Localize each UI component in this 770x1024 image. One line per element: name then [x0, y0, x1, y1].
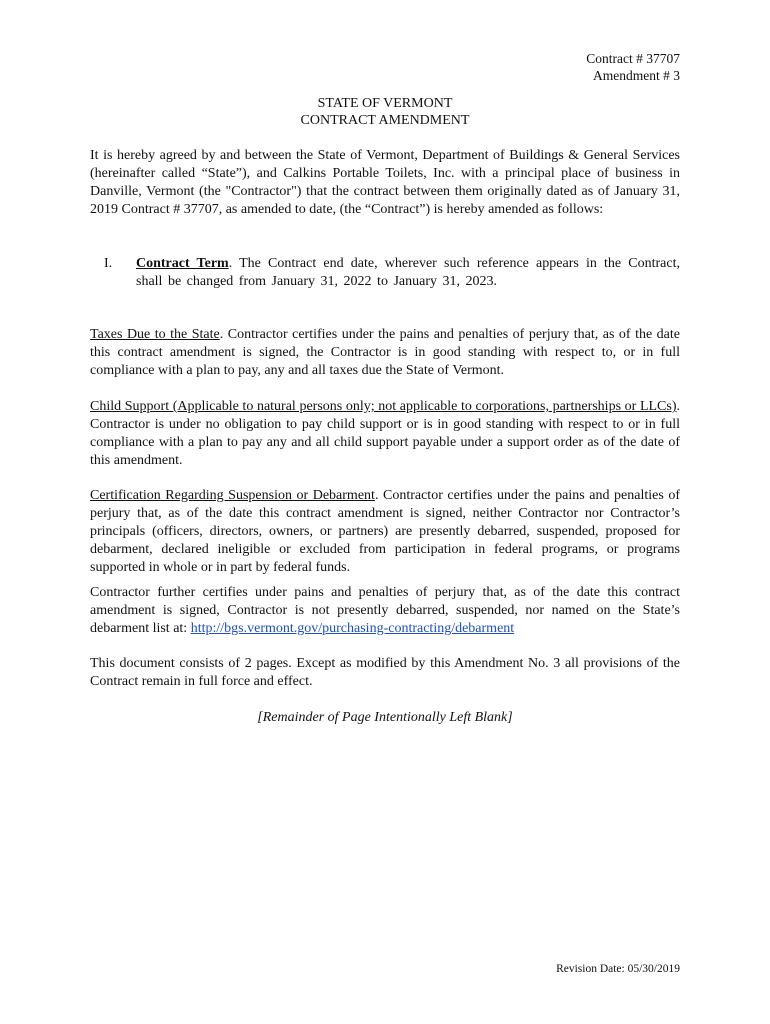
contract-term-text: . The Contract end date, wherever such reference appears in the Contract, shall be changed from January 31, 2022 to January 31, 2023.	[136, 256, 680, 289]
pages-note-paragraph: This document consists of 2 pages. Except as modified by this Amendment No. 3 all provisions of the Contract remain in full force and effect.	[90, 656, 680, 689]
title-line-1: STATE OF VERMONT	[317, 96, 453, 111]
debarment-heading: Certification Regarding Suspension or Debarment	[90, 488, 375, 503]
amendment-number: Amendment # 3	[593, 68, 680, 83]
contract-number: Contract # 37707	[586, 51, 680, 66]
title-line-2: CONTRACT AMENDMENT	[300, 113, 470, 128]
contract-header	[586, 50, 680, 84]
debarment-link[interactable]: http://bgs.vermont.gov/purchasing-contracting/debarment	[190, 621, 515, 636]
child-support-heading: Child Support (Applicable to natural persons only; not applicable to corporations, partnerships or LLCs)	[90, 399, 677, 414]
taxes-heading: Taxes Due to the State	[90, 327, 220, 342]
taxes-paragraph	[90, 326, 680, 380]
further-text: Contractor further certifies under pains and penalties of perjury that, as of the date this contract amendment is signed, Contractor is not presently debarred, suspended, nor named on the State’s debarment list at:	[90, 585, 680, 636]
intro-paragraph: It is hereby agreed by and between the State of Vermont, Department of Buildings & General Services (hereinafter called “State”), and Calkins Portable Toilets, Inc. with a principal place of business in Danville, Vermont (the "Contractor") that the contract between them originally dated as of January 31, 2019 Contract # 37707, as amended to date, (the “Contract”) is hereby amended as follows:	[90, 148, 680, 217]
revision-date: Revision Date: 05/30/2019	[556, 963, 680, 975]
child-support-paragraph	[90, 398, 680, 470]
debarment-text: . Contractor certifies under the pains and penalties of perjury that, as of the date this contract amendment is signed, neither Contractor nor Contractor’s principals (officers, directors, owners, or partners) are presently debarred, suspended, proposed for debarment, declared ineligible or excluded from participation in federal programs, or programs supported in whole or in part by federal funds.	[90, 488, 680, 575]
taxes-text: . Contractor certifies under the pains and penalties of perjury that, as of the date this contract amendment is signed, the Contractor is in good standing with respect to, or in full compliance with a plan to pay, any and all taxes due the State of Vermont.	[90, 327, 680, 378]
item-numeral: I.	[104, 256, 113, 271]
contract-term-item	[136, 255, 680, 291]
child-support-text: . Contractor is under no obligation to pay child support or is in good standing with respect to or in full compliance with a plan to pay any and all child support payable under a support order as of the date of this amendment.	[90, 399, 680, 468]
further-certification-paragraph	[90, 584, 680, 638]
debarment-paragraph	[90, 487, 680, 577]
document-title	[0, 95, 770, 129]
remainder-note: [Remainder of Page Intentionally Left Blank]	[257, 710, 513, 725]
contract-term-heading: Contract Term	[136, 256, 229, 271]
